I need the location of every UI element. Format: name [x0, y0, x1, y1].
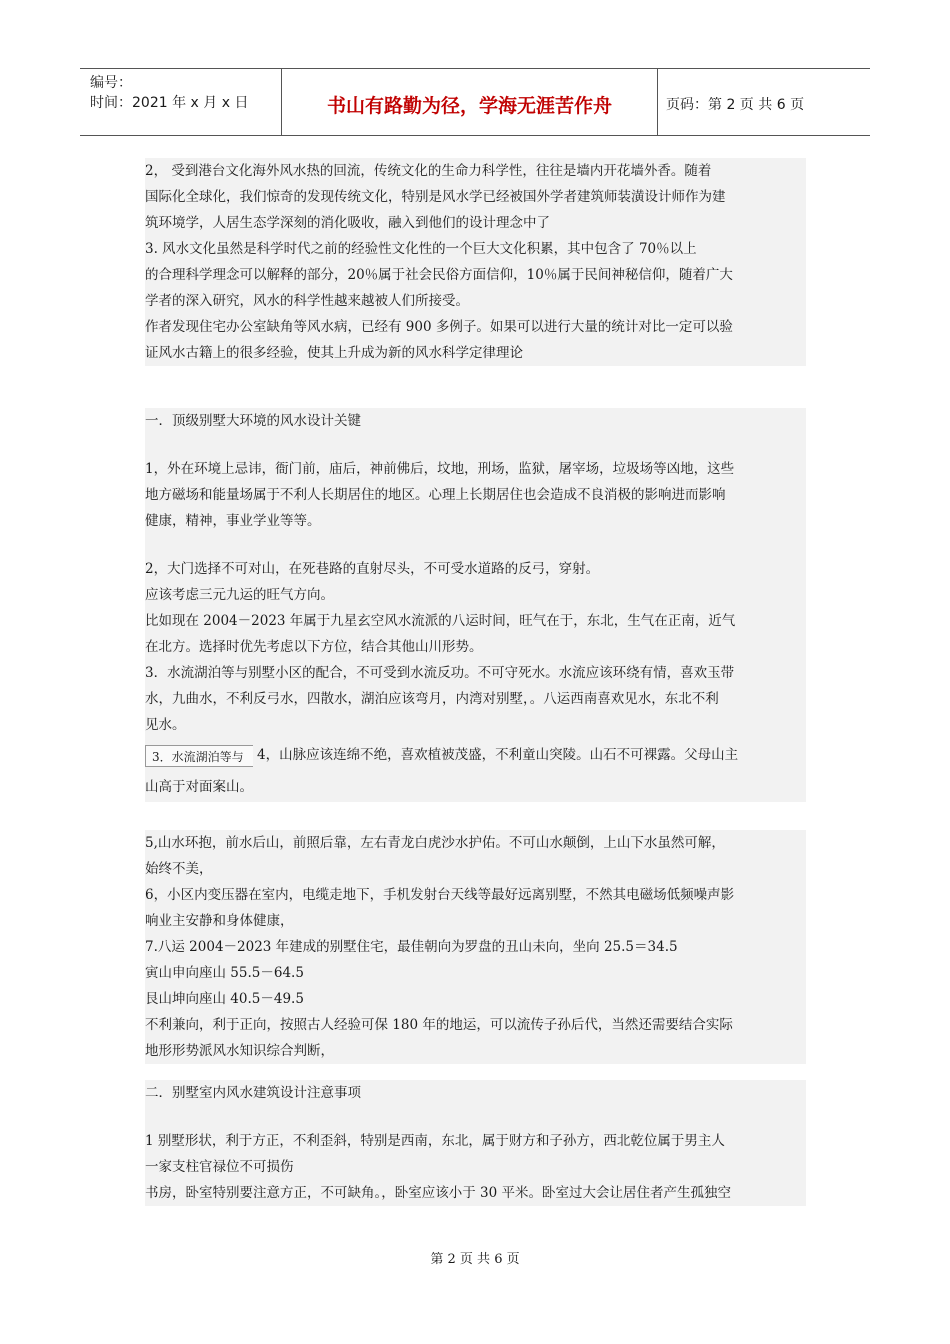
text-line: 比如现在 2004－2023 年属于九星玄空风水流派的八运时间，旺气在于，东北，生气在正南，近气 — [145, 613, 736, 629]
text-line: 应该考虑三元九运的旺气方向。 — [145, 587, 334, 603]
text-line: 5,山水环抱，前水后山，前照后靠，左右青龙白虎沙水护佑。不可山水颠倒，上山下水虽然可解， — [145, 835, 725, 851]
text-line: 水，九曲水，不利反弓水，四散水，湖泊应该弯月，内湾对别墅，。八运西南喜欢见水，东北不利 — [145, 691, 719, 707]
text-line: 一家支柱官禄位不可损伤 — [145, 1159, 294, 1175]
text-line: 3. 风水文化虽然是科学时代之前的经验性文化性的一个巨大文化积累，其中包含了 70％以上 — [145, 241, 697, 257]
text-line: 6，小区内变压器在室内，电缆走地下，手机发射台天线等最好远离别墅，不然其电磁场低频噪声影 — [145, 887, 735, 903]
text-line: 不利兼向，利于正向，按照古人经验可保 180 年的地运，可以流传子孙后代，当然还需要结合实际 — [145, 1017, 733, 1033]
text-line: 的合理科学理念可以解释的部分，20％属于社会民俗方面信仰，10％属于民间神秘信仰，随着广大 — [145, 267, 733, 283]
text-line: 在北方。选择时优先考虑以下方位，结合其他山川形势。 — [145, 639, 483, 655]
header-number: 编号： — [90, 75, 132, 91]
text-line: 作者发现住宅办公室缺角等风水病，已经有 900 多例子。如果可以进行大量的统计对比一定可以验 — [145, 319, 733, 335]
text-line: 响业主安静和身体健康， — [145, 913, 294, 929]
intro-block — [145, 158, 806, 366]
text-line: 筑环境学，人居生态学深刻的消化吸收，融入到他们的设计理念中了 — [145, 215, 550, 231]
text-line: 寅山申向座山 55.5－64.5 — [145, 965, 304, 981]
text-line: 地方磁场和能量场属于不利人长期居住的地区。心理上长期居住也会造成不良消极的影响进而影响 — [145, 487, 726, 503]
text-line: 2， 受到港台文化海外风水热的回流，传统文化的生命力科学性，往往是墙内开花墙外香。随着 — [145, 163, 712, 179]
text-line: 见水。 — [145, 717, 186, 733]
section-two-block — [145, 1080, 806, 1206]
section-heading: 二．别墅室内风水建筑设计注意事项 — [145, 1085, 361, 1101]
header-meta — [80, 69, 282, 135]
section-one-block — [145, 408, 806, 802]
header-motto: 书山有路勤为径，学海无涯苦作舟 — [282, 69, 658, 135]
inset-text-box: 3．水流湖泊等与 — [145, 745, 253, 767]
text-span: 4，山脉应该连绵不绝，喜欢植被茂盛，不利童山突陵。山石不可裸露。父母山主 — [257, 747, 739, 763]
text-line: 证风水古籍上的很多经验，使其上升成为新的风水科学定律理论 — [145, 345, 523, 361]
text-line: 学者的深入研究，风水的科学性越来越被人们所接受。 — [145, 293, 469, 309]
text-line: 1 别墅形状，利于方正，不利歪斜，特别是西南，东北，属于财方和子孙方，西北乾位属于男主人 — [145, 1133, 725, 1149]
text-line: 3．水流湖泊等与别墅小区的配合，不可受到水流反功。不可守死水。水流应该环绕有情，喜欢玉带 — [145, 665, 735, 681]
text-line: 7.八运 2004－2023 年建成的别墅住宅，最佳朝向为罗盘的丑山未向，坐向 25.5＝34.5 — [145, 939, 678, 955]
section-heading: 一．顶级别墅大环境的风水设计关键 — [145, 413, 361, 429]
text-line: 书房，卧室特别要注意方正，不可缺角。，卧室应该小于 30 平米。卧室过大会让居住者产生孤独空 — [145, 1185, 732, 1201]
page-header — [80, 68, 870, 136]
text-line: 地形形势派风水知识综合判断， — [145, 1043, 334, 1059]
text-line — [145, 738, 806, 772]
text-line: 国际化全球化，我们惊奇的发现传统文化，特别是风水学已经被国外学者建筑师装潢设计师作为建 — [145, 189, 726, 205]
header-page-info: 页码：第 2 页 共 6 页 — [666, 97, 805, 113]
text-line: 始终不美， — [145, 861, 213, 877]
page-footer: 第 2 页 共 6 页 — [430, 1252, 520, 1267]
header-date: 时间：2021 年 x 月 x 日 — [90, 95, 249, 111]
text-line: 健康，精神，事业学业等等。 — [145, 513, 321, 529]
text-line: 艮山坤向座山 40.5－49.5 — [145, 991, 304, 1007]
text-line: 山高于对面案山。 — [145, 779, 253, 795]
text-line: 1，外在环境上忌讳，衙门前，庙后，神前佛后，坟地，刑场，监狱，屠宰场，垃圾场等凶地，这些 — [145, 461, 735, 477]
text-line: 2，大门选择不可对山，在死巷路的直射尽头，不可受水道路的反弓，穿射。 — [145, 561, 600, 577]
section-one-continued-block — [145, 830, 806, 1064]
